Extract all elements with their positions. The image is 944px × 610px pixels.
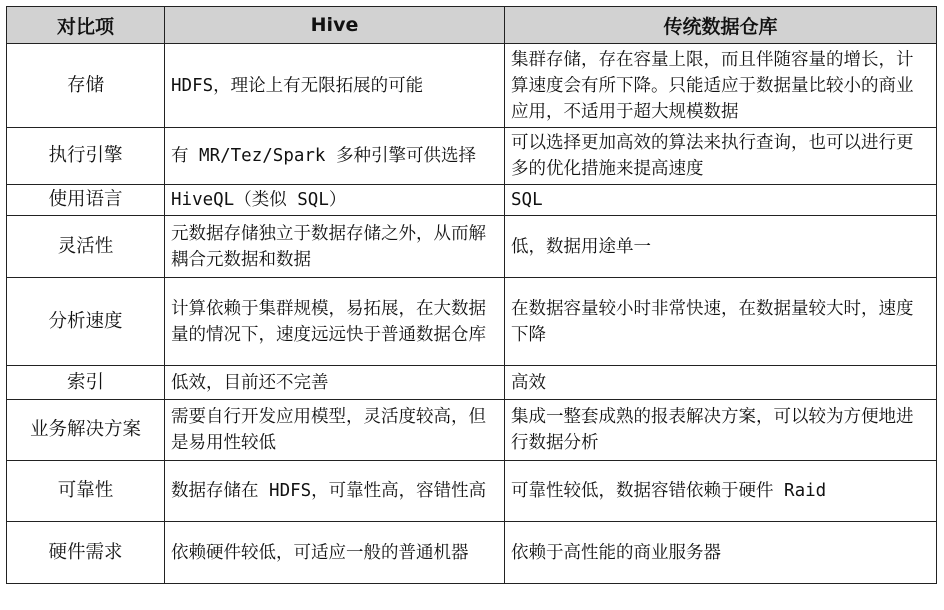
header-item: 对比项 (7, 7, 165, 44)
header-traditional: 传统数据仓库 (505, 7, 937, 44)
row-hive: 元数据存储独立于数据存储之外，从而解耦合元数据和数据 (165, 216, 505, 278)
row-hive: 数据存储在 HDFS，可靠性高，容错性高 (165, 461, 505, 522)
row-hive: HDFS，理论上有无限拓展的可能 (165, 44, 505, 128)
row-traditional: 集群存储，存在容量上限，而且伴随容量的增长，计算速度会有所下降。只能适应于数据量比较小的商业应用，不适用于超大规模数据 (505, 44, 937, 128)
row-hive: 有 MR/Tez/Spark 多种引擎可供选择 (165, 128, 505, 185)
row-item: 分析速度 (7, 278, 165, 366)
row-item: 执行引擎 (7, 128, 165, 185)
row-traditional: 在数据容量较小时非常快速，在数据量较大时，速度下降 (505, 278, 937, 366)
row-traditional: 可靠性较低，数据容错依赖于硬件 Raid (505, 461, 937, 522)
row-item: 业务解决方案 (7, 400, 165, 461)
row-hive: HiveQL（类似 SQL） (165, 185, 505, 216)
row-item: 索引 (7, 366, 165, 400)
table-row (7, 185, 937, 216)
table-row (7, 278, 937, 366)
table-row (7, 44, 937, 128)
row-hive: 依赖硬件较低，可适应一般的普通机器 (165, 522, 505, 584)
table-row (7, 522, 937, 584)
table-header-row (7, 7, 937, 44)
row-traditional: SQL (505, 185, 937, 216)
comparison-table (6, 6, 937, 584)
header-hive: Hive (165, 7, 505, 44)
row-traditional: 高效 (505, 366, 937, 400)
row-item: 使用语言 (7, 185, 165, 216)
table-row (7, 461, 937, 522)
row-hive: 需要自行开发应用模型，灵活度较高，但是易用性较低 (165, 400, 505, 461)
row-item: 灵活性 (7, 216, 165, 278)
table-row (7, 400, 937, 461)
table-row (7, 216, 937, 278)
row-traditional: 集成一整套成熟的报表解决方案，可以较为方便地进行数据分析 (505, 400, 937, 461)
table-row (7, 128, 937, 185)
row-traditional: 低，数据用途单一 (505, 216, 937, 278)
row-hive: 计算依赖于集群规模，易拓展，在大数据量的情况下，速度远远快于普通数据仓库 (165, 278, 505, 366)
row-traditional: 可以选择更加高效的算法来执行查询，也可以进行更多的优化措施来提高速度 (505, 128, 937, 185)
table-row (7, 366, 937, 400)
row-item: 硬件需求 (7, 522, 165, 584)
row-item: 存储 (7, 44, 165, 128)
comparison-page (6, 6, 936, 584)
row-item: 可靠性 (7, 461, 165, 522)
row-hive: 低效，目前还不完善 (165, 366, 505, 400)
row-traditional: 依赖于高性能的商业服务器 (505, 522, 937, 584)
